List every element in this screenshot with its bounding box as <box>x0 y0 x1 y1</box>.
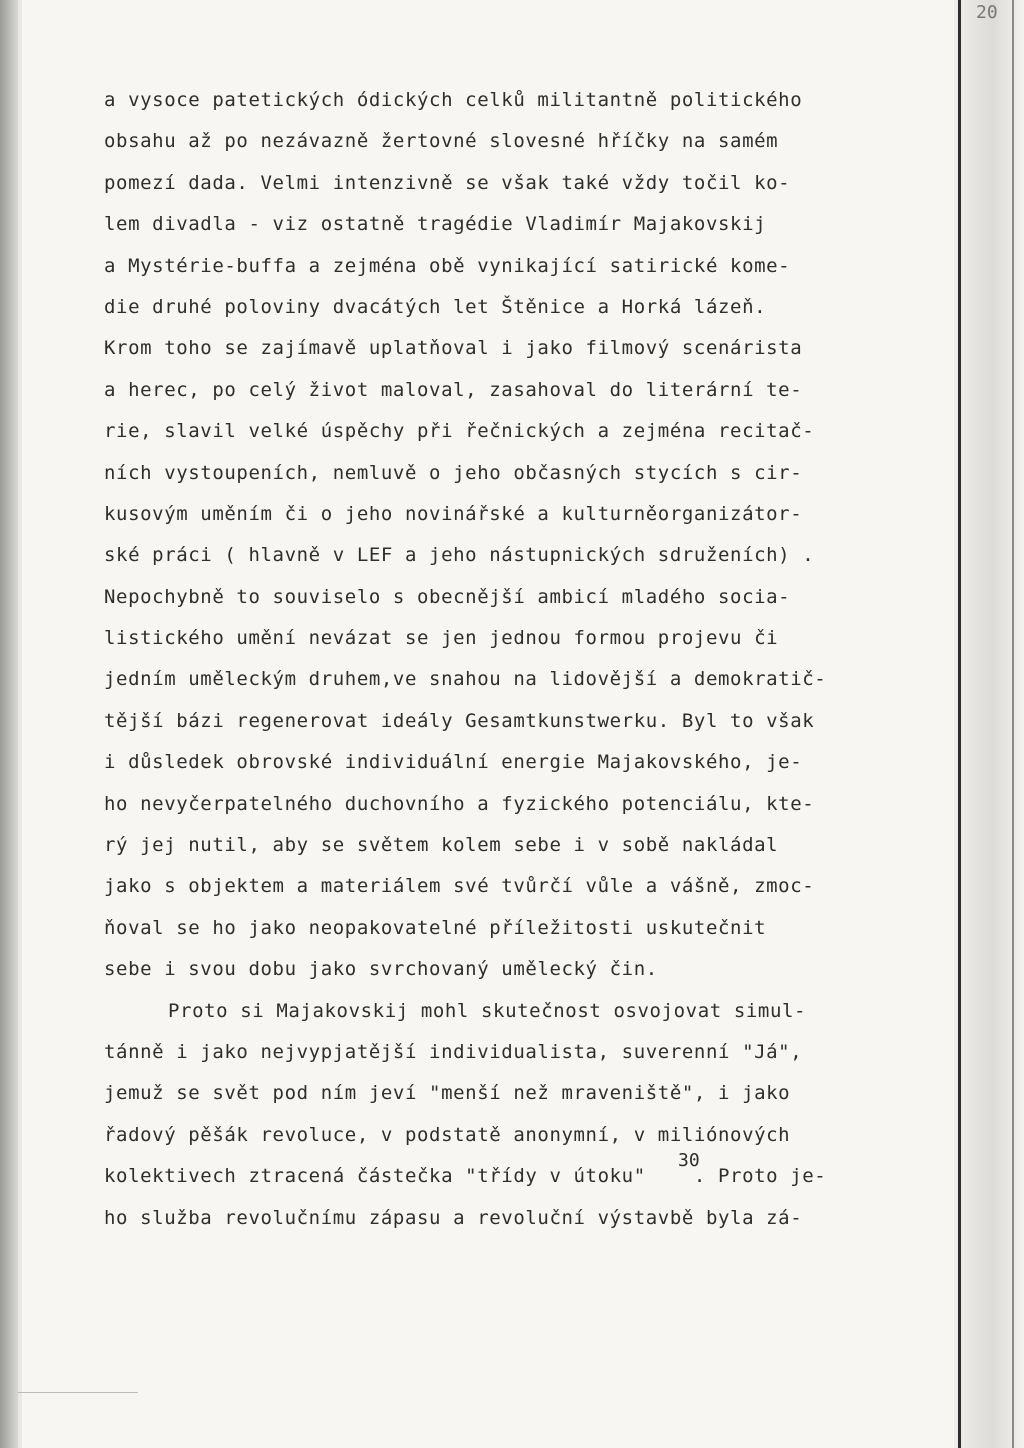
text-line: rie, slavil velké úspěchy při řečnických a zejména recitač- <box>104 420 815 443</box>
text-line: a vysoce patetických ódických celků militantně politického <box>104 89 803 111</box>
text-line: listického umění nevázat se jen jednou formou projevu či <box>104 627 779 650</box>
text-line: ské práci ( hlavně v LEF a jeho nástupnických sdruženích) . <box>104 544 815 567</box>
text-line: pomezí dada. Velmi intenzivně se však také vždy točil ko- <box>104 171 791 194</box>
text-line-paragraph-start: Proto si Majakovskij mohl skutečnost osvojovat simul- <box>168 999 807 1022</box>
text-line: ho služba revolučnímu zápasu a revoluční výstavbě byla zá- <box>104 1206 803 1229</box>
page-folio: 20 <box>976 2 998 23</box>
scan-corner-mark <box>18 1392 138 1423</box>
text-line: kusovým uměním či o jeho novinářské a kulturněorganizátor- <box>104 502 803 525</box>
text-line: ňoval se ho jako neopakovatelné příležitosti uskutečnit <box>104 916 767 939</box>
binding-shadow-line <box>1012 0 1014 1448</box>
text-line: ho nevyčerpatelného duchovního a fyzického potenciálu, kte- <box>104 792 815 815</box>
text-line: sebe i svou dobu jako svrchovaný umělecký čin. <box>104 958 658 981</box>
body-text <box>104 80 864 1239</box>
text-line: a herec, po celý život maloval, zasahoval do literární te- <box>104 378 803 401</box>
text-line: kolektivech ztracená částečka "třídy v útoku" . Proto je- <box>104 1165 827 1188</box>
text-line: řadový pěšák revoluce, v podstatě anonymní, v miliónových <box>104 1123 791 1146</box>
left-binding-edge <box>0 0 18 1448</box>
text-line: jako s objektem a materiálem své tvůrčí vůle a vášně, zmoc- <box>104 875 815 898</box>
footnote-reference: 30 <box>678 1150 700 1171</box>
binding-shadow-line <box>958 0 961 1448</box>
text-line: tější bázi regenerovat ideály Gesamtkunstwerku. Byl to však <box>104 709 815 732</box>
text-line: Krom toho se zajímavě uplatňoval i jako filmový scenárista <box>104 337 803 360</box>
text-line: ních vystoupeních, nemluvě o jeho občasných stycích s cir- <box>104 461 803 484</box>
text-line: i důsledek obrovské individuální energie Majakovského, je- <box>104 751 803 774</box>
text-line: a Mystérie-buffa a zejména obě vynikající satirické kome- <box>104 254 791 277</box>
text-line: Nepochybně to souviselo s obecnější ambicí mladého socia- <box>104 585 791 608</box>
text-line: jedním uměleckým druhem,ve snahou na lidovější a demokratič- <box>104 668 827 691</box>
text-line: obsahu až po nezávazně žertovné slovesné hříčky na samém <box>104 130 779 153</box>
text-line: die druhé poloviny dvacátých let Štěnice a Horká lázeň. <box>104 295 767 318</box>
text-line: tánně i jako nejvypjatější individualista, suverenní "Já", <box>104 1040 803 1063</box>
text-line: jemuž se svět pod ním jeví "menší než mraveniště", i jako <box>104 1082 791 1105</box>
text-line: rý jej nutil, aby se světem kolem sebe i v sobě nakládal <box>104 834 779 857</box>
text-line: lem divadla - viz ostatně tragédie Vladimír Majakovskij <box>104 213 767 236</box>
